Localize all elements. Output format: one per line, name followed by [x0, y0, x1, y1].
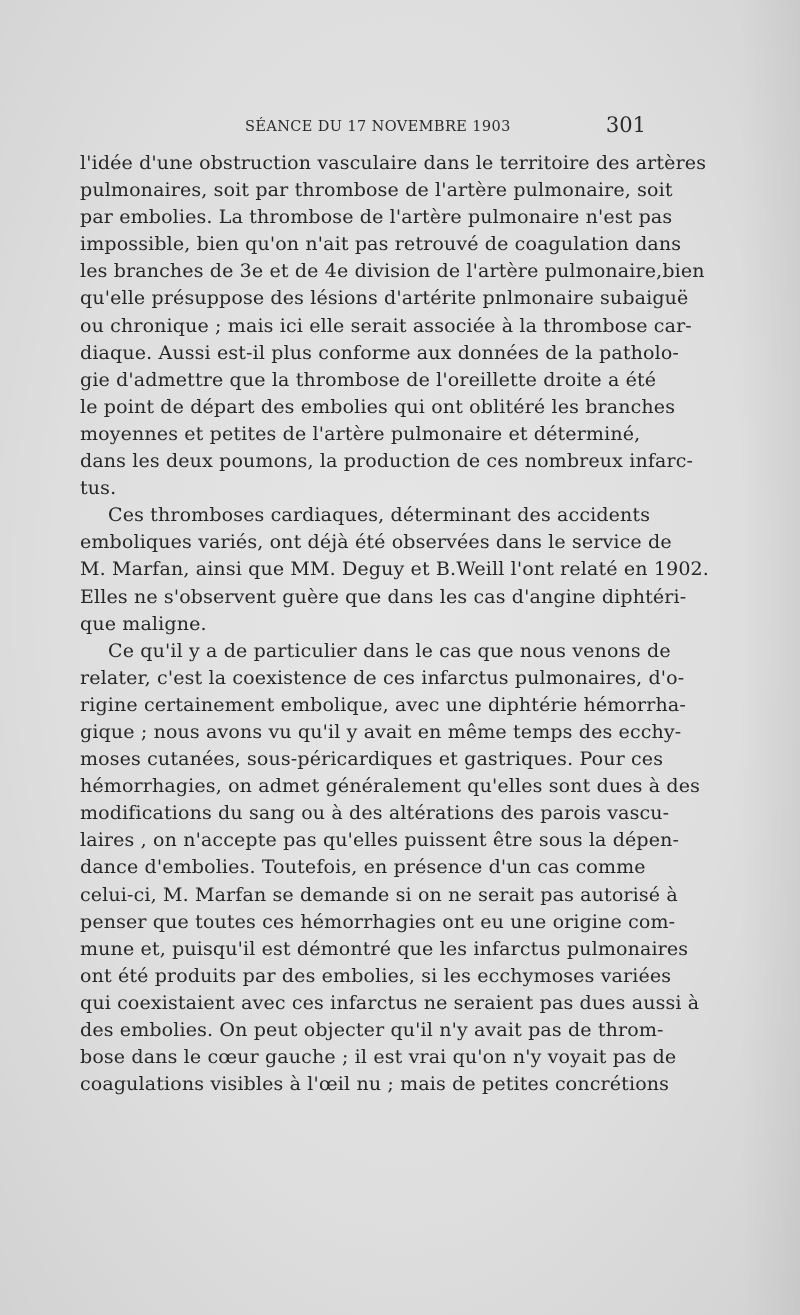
text-line: pulmonaires, soit par thrombose de l'artère pulmonaire, soit [80, 179, 673, 202]
text-line: des embolies. On peut objecter qu'il n'y avait pas de throm- [80, 1019, 664, 1041]
text-line: par embolies. La thrombose de l'artère pulmonaire n'est pas [80, 206, 673, 229]
text-line: dance d'embolies. Toutefois, en présence d'un cas comme [80, 856, 646, 879]
text-line: ont été produits par des embolies, si les ecchymoses variées [80, 964, 672, 987]
paragraph-first-line: Ce qu'il y a de particulier dans le cas que nous venons de [108, 639, 671, 662]
text-line: que maligne. [80, 612, 207, 635]
text-line: moyennes et petites de l'artère pulmonaire et déterminé, [80, 422, 641, 445]
text-line: M. Marfan, ainsi que MM. Deguy et B.Weill l'ont relaté en 1902. [80, 558, 709, 581]
text-line: penser que toutes ces hémorrhagies ont eu une origine com- [80, 910, 676, 933]
running-head: SÉANCE DU 17 NOVEMBRE 1903 [245, 119, 511, 135]
text-line: hémorrhagies, on admet généralement qu'elles sont dues à des [80, 775, 701, 798]
text-line: qu'elle présuppose des lésions d'artérite pnlmonaire subaiguë [80, 287, 689, 310]
text-line: dans les deux poumons, la production de ces nombreux infarc- [80, 450, 694, 473]
paragraph-first-line: Ces thromboses cardiaques, déterminant des accidents [108, 504, 651, 527]
text-line: qui coexistaient avec ces infarctus ne seraient pas dues aussi à [80, 991, 700, 1014]
text-line: gique ; nous avons vu qu'il y avait en même temps des ecchy- [80, 720, 682, 743]
body-text [80, 150, 709, 1098]
text-line: gie d'admettre que la thrombose de l'oreillette droite a été [80, 368, 657, 391]
text-line: rigine certainement embolique, avec une diphtérie hémorrha- [80, 693, 686, 716]
text-line: tus. [80, 477, 117, 500]
text-line: moses cutanées, sous-péricardiques et gastriques. Pour ces [80, 748, 664, 771]
text-line: laires , on n'accepte pas qu'elles puissent être sous la dépen- [80, 829, 680, 852]
text-line: les branches de 3e et de 4e division de l'artère pulmonaire,bien [80, 260, 705, 283]
text-line: ou chronique ; mais ici elle serait associée à la thrombose car- [80, 314, 692, 337]
text-line: coagulations visibles à l'œil nu ; mais de petites concrétions [80, 1073, 670, 1096]
text-line: emboliques variés, ont déjà été observées dans le service de [80, 531, 672, 554]
text-line: impossible, bien qu'on n'ait pas retrouvé de coagulation dans [80, 233, 682, 256]
page-header [80, 113, 646, 141]
text-line: relater, c'est la coexistence de ces infarctus pulmonaires, d'o- [80, 666, 685, 689]
text-line: mune et, puisqu'il est démontré que les infarctus pulmonaires [80, 937, 689, 960]
text-line: bose dans le cœur gauche ; il est vrai qu'on n'y voyait pas de [80, 1046, 677, 1069]
text-line: le point de départ des embolies qui ont oblitéré les branches [80, 395, 676, 418]
text-line: l'idée d'une obstruction vasculaire dans le territoire des artères [80, 152, 707, 174]
text-line: diaque. Aussi est-il plus conforme aux données de la patholo- [80, 341, 679, 364]
text-line: celui-ci, M. Marfan se demande si on ne serait pas autorisé à [80, 883, 678, 906]
text-line: Elles ne s'observent guère que dans les cas d'angine diphtéri- [80, 585, 687, 608]
text-line: modifications du sang ou à des altérations des parois vascu- [80, 802, 670, 825]
page-number: 301 [605, 113, 646, 137]
page-edge-shadow [740, 0, 800, 1315]
